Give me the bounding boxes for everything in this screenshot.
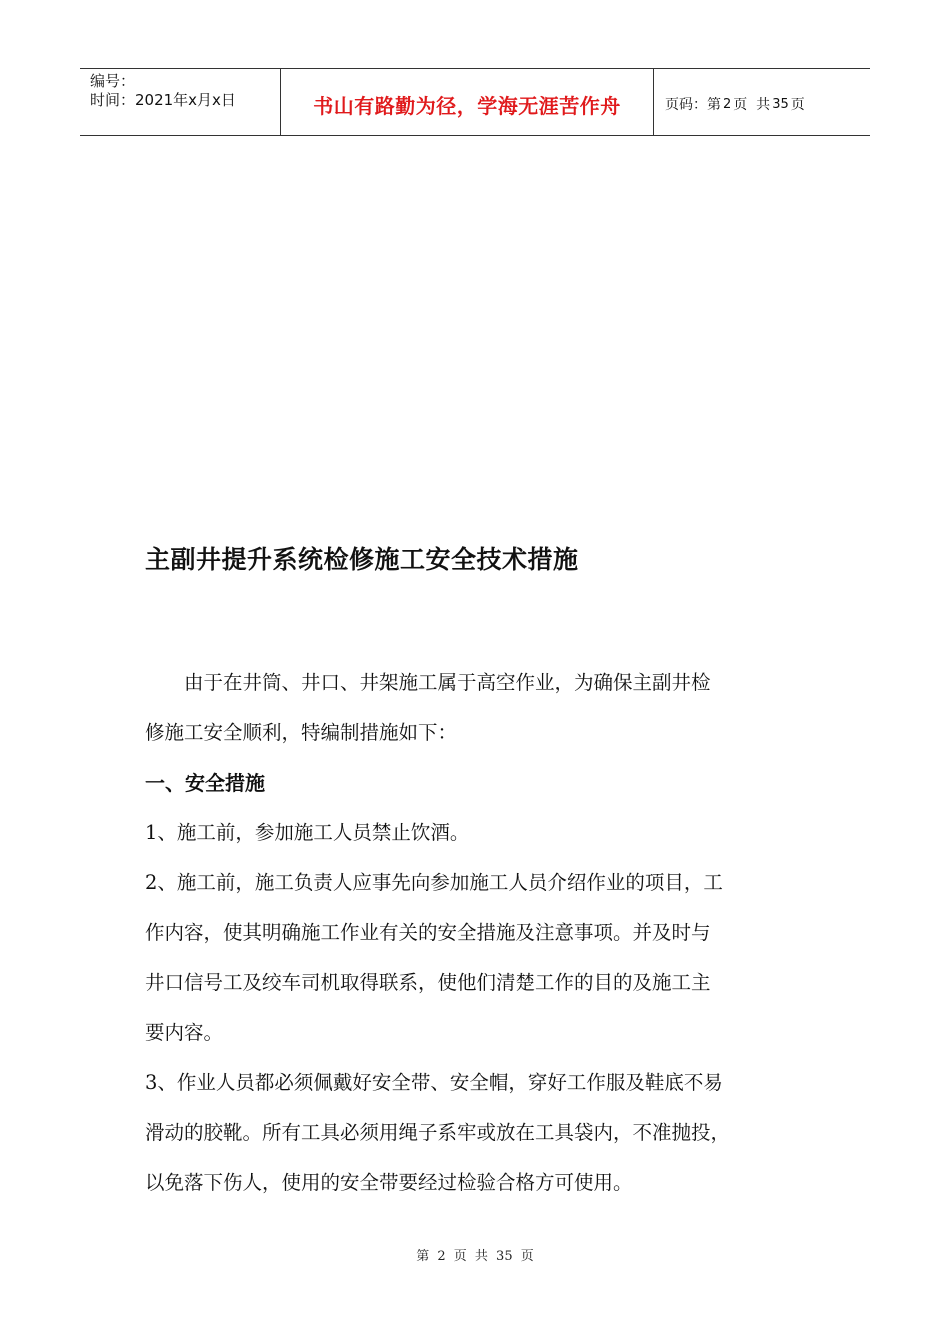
item-1: 1、施工前，参加施工人员禁止饮酒。 [145,821,470,844]
item-2-line-2: 作内容，使其明确施工作业有关的安全措施及注意事项。并及时与 [145,921,711,944]
item-3-line-2: 滑动的胶靴。所有工具必须用绳子系牢或放在工具袋内，不准抛投， [145,1121,731,1144]
page-footer: 第 2 页 共 35 页 [416,1249,534,1264]
document-title: 主副井提升系统检修施工安全技术措施 [145,545,579,574]
item-2-line-1: 2、施工前，施工负责人应事先向参加施工人员介绍作业的项目，工 [145,871,723,894]
item-2-line-3: 井口信号工及绞车司机取得联系，使他们清楚工作的目的及施工主 [145,971,711,994]
page-mid: 页 共 [733,97,771,113]
intro-line-1: 由于在井筒、井口、井架施工属于高空作业，为确保主副井检 [184,671,711,694]
page-total: 35 [772,96,789,112]
page-suffix: 页 [790,97,805,113]
item-3-line-1: 3、作业人员都必须佩戴好安全带、安全帽，穿好工作服及鞋底不易 [145,1071,723,1094]
document-time-label: 时间：2021年x月x日 [90,91,236,109]
section-heading-safety: 一、安全措施 [145,771,265,795]
document-body [145,658,815,1208]
header-page-cell [654,69,870,135]
item-2-line-4: 要内容。 [145,1021,224,1044]
document-number-label: 编号： [90,72,136,90]
item-3-line-3: 以免落下伤人，使用的安全带要经过检验合格方可使用。 [145,1171,633,1194]
header-motto-cell [281,69,654,135]
header-motto: 书山有路勤为径，学海无涯苦作舟 [313,93,621,118]
page-header [80,68,870,136]
page-prefix: 页码：第 [665,97,721,113]
header-meta-cell [80,69,281,135]
page-current: 2 [723,96,732,112]
intro-line-2: 修施工安全顺利，特编制措施如下： [145,721,458,744]
